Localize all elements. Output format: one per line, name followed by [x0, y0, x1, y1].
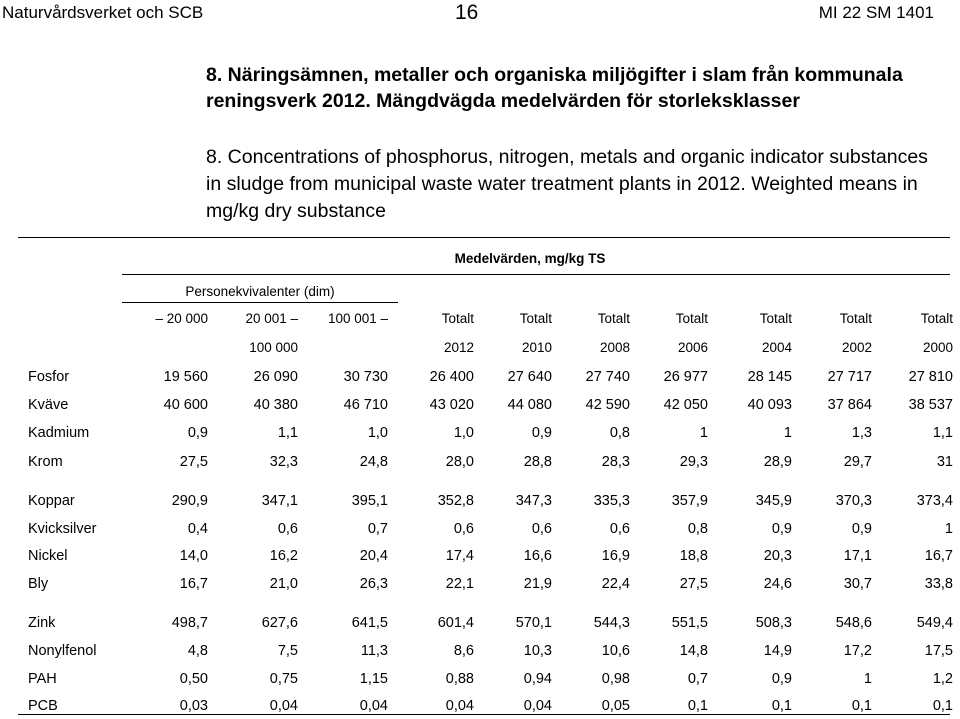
table-cell: 43 020	[429, 397, 474, 413]
table-cell: 10,6	[601, 643, 630, 659]
report-id: MI 22 SM 1401	[818, 3, 934, 22]
table-cell: 16,2	[269, 548, 298, 564]
table-cell: 19 560	[163, 369, 208, 385]
table-cell: 40 380	[253, 397, 298, 413]
table-cell: 0,9	[187, 425, 208, 441]
table-cell: 26,3	[359, 576, 388, 592]
table-cell: 0,9	[851, 521, 872, 537]
column-header: Totalt	[441, 311, 474, 326]
table-cell: 0,03	[179, 698, 208, 714]
table-cell: 31	[936, 454, 953, 470]
row-label: PAH	[28, 671, 57, 687]
column-header: 20 001 –	[245, 311, 298, 326]
table-cell: 17,1	[843, 548, 872, 564]
table-cell: 0,6	[531, 521, 552, 537]
table-cell: 641,5	[351, 615, 388, 631]
table-cell: 1	[699, 425, 708, 441]
table-cell: 28,0	[445, 454, 474, 470]
table-cell: 16,9	[601, 548, 630, 564]
spanner-rule-pe	[122, 302, 398, 303]
table-cell: 22,1	[445, 576, 474, 592]
column-header: Totalt	[920, 311, 953, 326]
table-cell: 0,9	[771, 521, 792, 537]
row-label: Kväve	[28, 397, 69, 413]
spanner-mean-values: Medelvärden, mg/kg TS	[454, 251, 606, 266]
table-cell: 347,3	[515, 493, 552, 509]
row-label: Kadmium	[28, 425, 90, 441]
page-number: 16	[455, 1, 479, 24]
table-cell: 1,2	[932, 671, 953, 687]
table-cell: 395,1	[351, 493, 388, 509]
table-cell: 0,1	[687, 698, 708, 714]
column-header-sub: 2004	[761, 340, 792, 355]
table-cell: 14,9	[763, 643, 792, 659]
table-cell: 40 600	[163, 397, 208, 413]
table-cell: 508,3	[755, 615, 792, 631]
table-cell: 290,9	[171, 493, 208, 509]
table-cell: 44 080	[507, 397, 552, 413]
publisher-label: Naturvårdsverket och SCB	[2, 3, 204, 22]
table-cell: 627,6	[261, 615, 298, 631]
column-header: Totalt	[675, 311, 708, 326]
table-cell: 1,0	[367, 425, 388, 441]
table-cell: 24,6	[763, 576, 792, 592]
table-title-english: 8. Concentrations of phosphorus, nitrogen, metals and organic indicator substances in sludge from municipal waste water treatment plants in 2012. Weighted means in mg/kg dry substance	[206, 146, 928, 222]
table-cell: 21,9	[523, 576, 552, 592]
table-cell: 46 710	[343, 397, 388, 413]
row-label: Koppar	[28, 493, 75, 509]
table-cell: 16,7	[179, 576, 208, 592]
table-cell: 601,4	[437, 615, 474, 631]
column-header-sub: 2006	[677, 340, 708, 355]
spanner-person-equivalents: Personekvivalenter (dim)	[185, 284, 335, 299]
table-cell: 0,04	[523, 698, 552, 714]
table-cell: 0,4	[187, 521, 208, 537]
row-label: Kvicksilver	[28, 521, 97, 537]
table-cell: 1,1	[277, 425, 298, 441]
table-cell: 4,8	[187, 643, 208, 659]
table-cell: 357,9	[671, 493, 708, 509]
table-cell: 28 145	[747, 369, 792, 385]
table-cell: 0,04	[269, 698, 298, 714]
table-cell: 33,8	[924, 576, 953, 592]
table-cell: 27 717	[827, 369, 872, 385]
table-cell: 7,5	[277, 643, 298, 659]
table-cell: 1	[944, 521, 953, 537]
table-cell: 544,3	[593, 615, 630, 631]
table-cell: 17,5	[924, 643, 953, 659]
table-cell: 0,88	[445, 671, 474, 687]
table-cell: 0,04	[359, 698, 388, 714]
table-cell: 347,1	[261, 493, 298, 509]
table-cell: 27 740	[585, 369, 630, 385]
row-label: Zink	[28, 615, 56, 631]
table-cell: 0,05	[601, 698, 630, 714]
row-label: Nickel	[28, 548, 68, 564]
row-label: PCB	[28, 698, 58, 714]
table-cell: 570,1	[515, 615, 552, 631]
table-cell: 1	[863, 671, 872, 687]
table-cell: 373,4	[916, 493, 953, 509]
table-cell: 1	[783, 425, 792, 441]
table-cell: 29,7	[843, 454, 872, 470]
table-cell: 1,0	[453, 425, 474, 441]
table-cell: 27 810	[908, 369, 953, 385]
table-cell: 20,3	[763, 548, 792, 564]
table-cell: 18,8	[679, 548, 708, 564]
table-cell: 0,1	[771, 698, 792, 714]
spanner-rule-top	[122, 274, 950, 275]
table-cell: 26 977	[663, 369, 708, 385]
table-cell: 40 093	[747, 397, 792, 413]
table-cell: 352,8	[437, 493, 474, 509]
table-cell: 0,6	[453, 521, 474, 537]
table-cell: 0,6	[609, 521, 630, 537]
table-cell: 10,3	[523, 643, 552, 659]
table-cell: 0,75	[269, 671, 298, 687]
table-cell: 0,1	[851, 698, 872, 714]
table-cell: 32,3	[269, 454, 298, 470]
column-header: 100 001 –	[327, 311, 388, 326]
column-header-sub: 2010	[521, 340, 552, 355]
row-label: Fosfor	[28, 369, 70, 385]
table-cell: 0,8	[609, 425, 630, 441]
table-cell: 14,0	[179, 548, 208, 564]
table-cell: 551,5	[671, 615, 708, 631]
table-cell: 42 590	[585, 397, 630, 413]
table-cell: 30,7	[843, 576, 872, 592]
column-header-sub: 2012	[443, 340, 474, 355]
table-cell: 42 050	[663, 397, 708, 413]
table-cell: 1,15	[359, 671, 388, 687]
table-cell: 21,0	[269, 576, 298, 592]
table-cell: 17,4	[445, 548, 474, 564]
table-top-rule	[18, 237, 950, 238]
table-cell: 17,2	[843, 643, 872, 659]
table-cell: 0,50	[179, 671, 208, 687]
column-header-sub: 2000	[922, 340, 953, 355]
column-header: Totalt	[597, 311, 630, 326]
column-header-sub: 2008	[599, 340, 630, 355]
table-cell: 27,5	[679, 576, 708, 592]
row-label: Bly	[28, 576, 49, 592]
column-header-sub: 2002	[841, 340, 872, 355]
table-cell: 0,98	[601, 671, 630, 687]
table-cell: 38 537	[908, 397, 953, 413]
table-cell: 14,8	[679, 643, 708, 659]
column-header: Totalt	[519, 311, 552, 326]
table-cell: 28,3	[601, 454, 630, 470]
table-cell: 26 090	[253, 369, 298, 385]
table-cell: 24,8	[359, 454, 388, 470]
row-label: Nonylfenol	[28, 643, 97, 659]
table-cell: 27 640	[507, 369, 552, 385]
table-cell: 22,4	[601, 576, 630, 592]
table-cell: 0,9	[531, 425, 552, 441]
table-cell: 28,8	[523, 454, 552, 470]
table-cell: 0,04	[445, 698, 474, 714]
table-cell: 498,7	[171, 615, 208, 631]
table-cell: 0,9	[771, 671, 792, 687]
table-cell: 548,6	[835, 615, 872, 631]
table-cell: 28,9	[763, 454, 792, 470]
table-cell: 1,3	[851, 425, 872, 441]
column-header: – 20 000	[155, 311, 208, 326]
table-cell: 16,6	[523, 548, 552, 564]
table-cell: 37 864	[827, 397, 872, 413]
column-header: Totalt	[839, 311, 872, 326]
table-cell: 549,4	[916, 615, 953, 631]
table-title-swedish: 8. Näringsämnen, metaller och organiska miljögifter i slam från kommunala reningsverk 2012. Mängdvägda medelvärden för storleksklasser	[206, 64, 903, 112]
table-cell: 345,9	[755, 493, 792, 509]
column-header-sub: 100 000	[249, 340, 298, 355]
table-cell: 29,3	[679, 454, 708, 470]
table-cell: 0,8	[687, 521, 708, 537]
table-cell: 0,94	[523, 671, 552, 687]
table-cell: 8,6	[453, 643, 474, 659]
table-cell: 11,3	[360, 643, 388, 659]
table-cell: 0,6	[277, 521, 298, 537]
row-label: Krom	[28, 454, 63, 470]
table-cell: 370,3	[835, 493, 872, 509]
table-cell: 16,7	[924, 548, 953, 564]
table-cell: 0,7	[367, 521, 388, 537]
table-cell: 26 400	[429, 369, 474, 385]
table-cell: 27,5	[179, 454, 208, 470]
table-cell: 335,3	[593, 493, 630, 509]
table-cell: 1,1	[932, 425, 953, 441]
table-cell: 20,4	[359, 548, 388, 564]
table-cell: 0,7	[687, 671, 708, 687]
table-cell: 0,1	[932, 698, 953, 714]
column-header: Totalt	[759, 311, 792, 326]
table-cell: 30 730	[343, 369, 388, 385]
